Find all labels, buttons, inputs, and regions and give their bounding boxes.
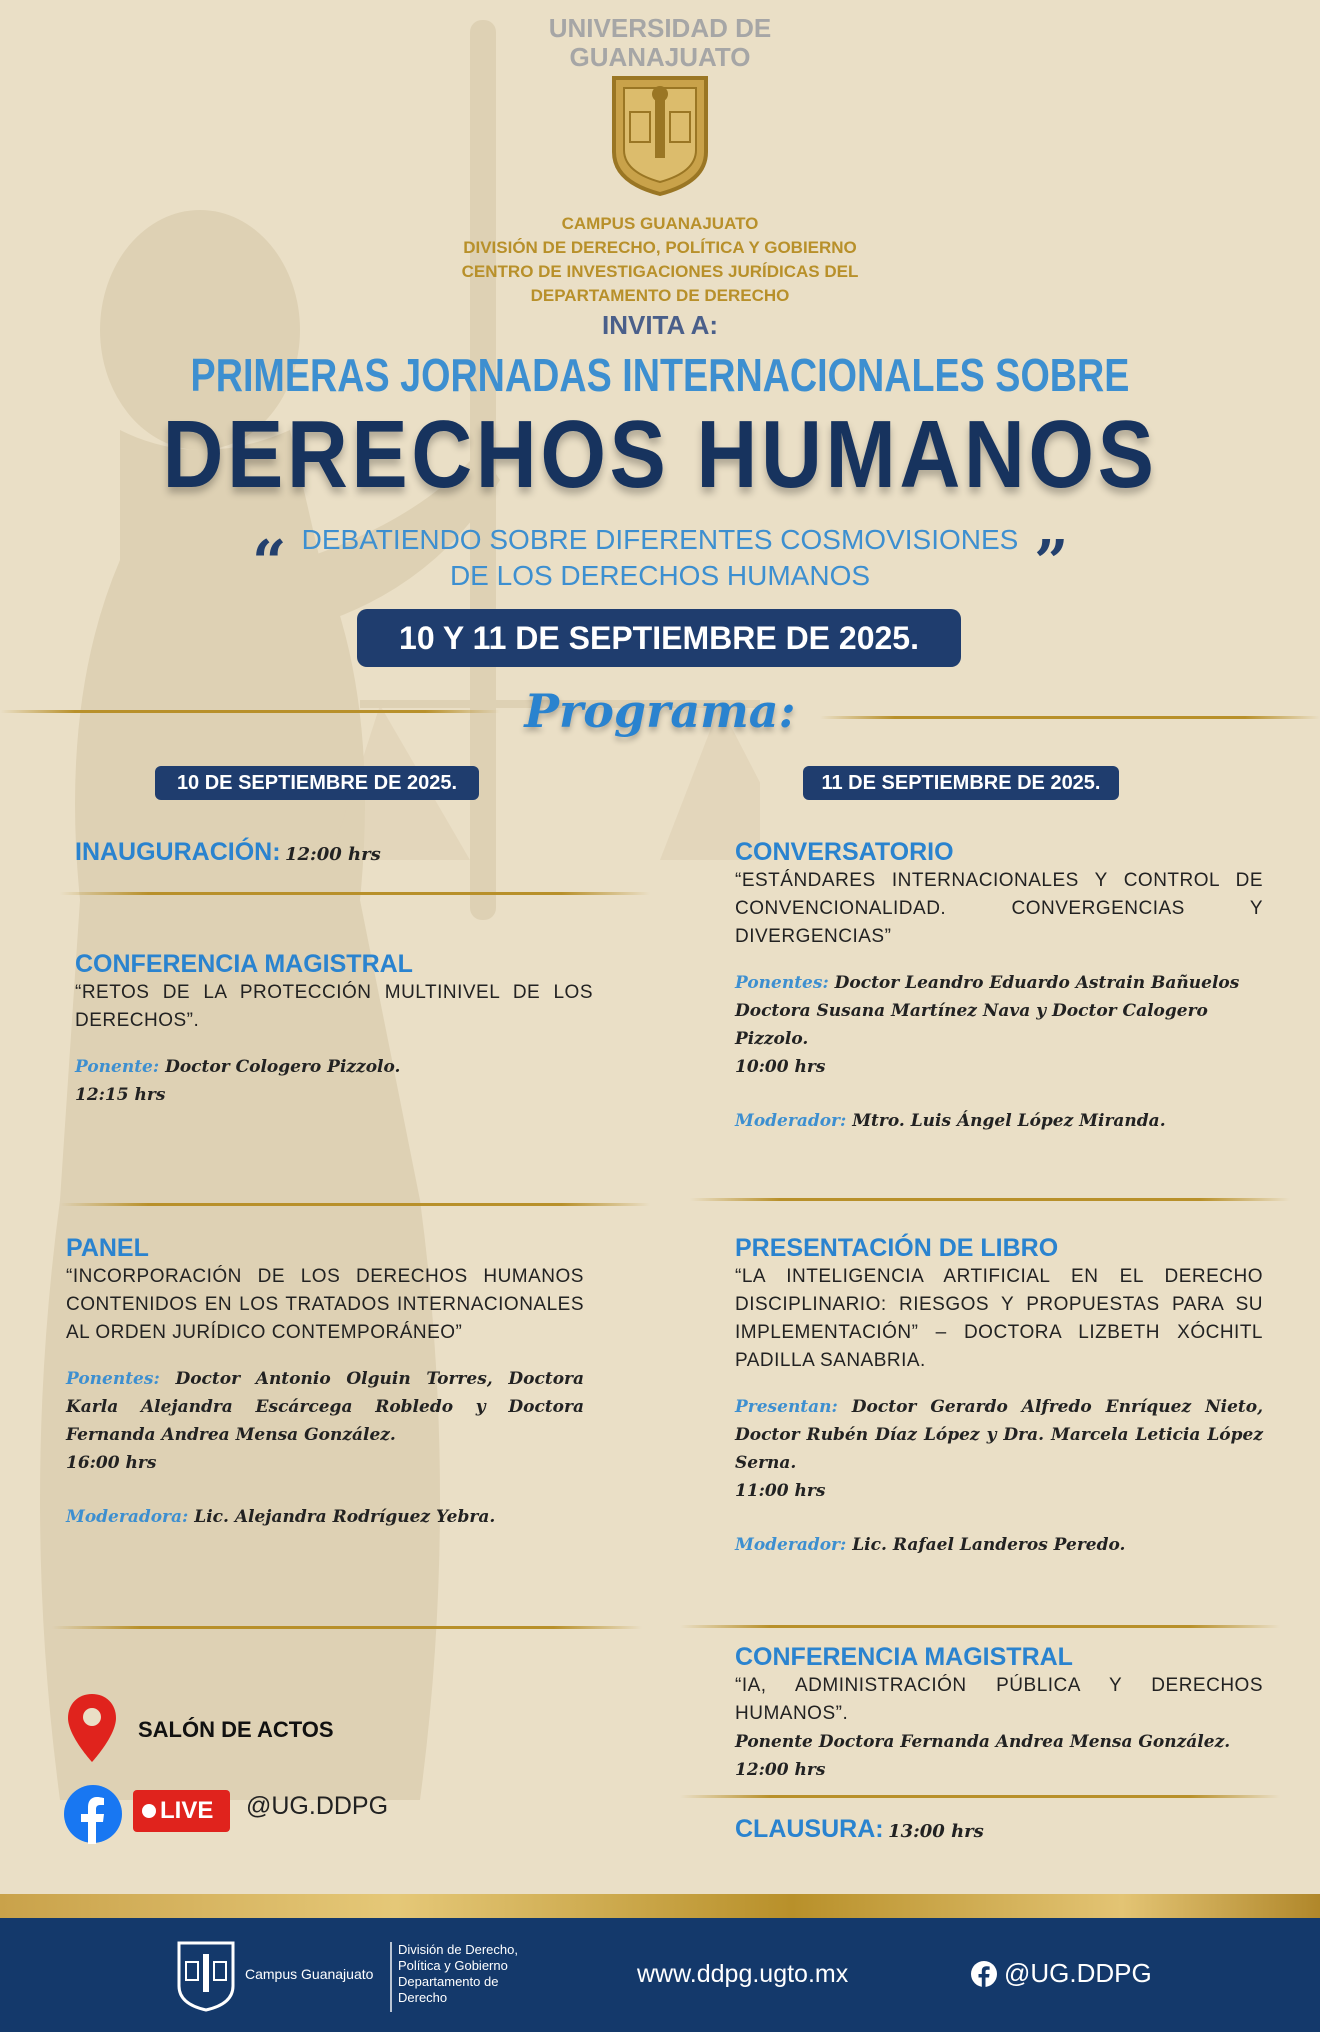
footer-division <box>398 1942 518 2006</box>
inauguracion-item <box>75 838 595 867</box>
panel-time: 16:00 hrs <box>66 1453 157 1473</box>
conferencia2-title: “IA, ADMINISTRACIÓN PÚBLICA Y DERECHOS HUMANOS”. <box>735 1675 1263 1724</box>
ponente-name: Doctor Cologero Pizzolo. <box>165 1057 401 1077</box>
conversatorio-ponentes-line2: Doctora Susana Martínez Nava y Doctor Calogero Pizzolo. <box>735 1001 1208 1049</box>
footer-campus: Campus Guanajuato <box>245 1966 374 1982</box>
moderador-name: Lic. Rafael Landeros Peredo. <box>852 1535 1126 1555</box>
day1-label: 10 DE SEPTIEMBRE DE 2025. <box>155 766 479 800</box>
moderador-label: Moderador: <box>735 1111 847 1131</box>
institution-line: CAMPUS GUANAJUATO <box>561 214 759 233</box>
event-subtitle <box>0 522 1320 594</box>
conversatorio-title: “ESTÁNDARES INTERNACIONALES Y CONTROL DE CONVENCIONALIDAD. CONVERGENCIAS Y DIVERGENCIAS” <box>735 870 1263 947</box>
conversatorio-time: 10:00 hrs <box>735 1057 826 1077</box>
subtitle-line-2: DE LOS DERECHOS HUMANOS <box>449 560 871 591</box>
close-quote-icon: ” <box>1034 528 1069 598</box>
moderador-label: Moderador: <box>735 1535 847 1555</box>
university-seal <box>608 72 712 196</box>
invita-label: INVITA A: <box>601 310 719 340</box>
divider <box>680 1625 1280 1628</box>
ponentes-names: Doctor Antonio Olguin Torres, Doctora Karla Alejandra Escárcega Robledo y Doctora Fernanda Andrea Mensa González. <box>66 1369 585 1445</box>
libro-time: 11:00 hrs <box>735 1481 826 1501</box>
live-label: LIVE <box>160 1797 214 1824</box>
day2-label: 11 DE SEPTIEMBRE DE 2025. <box>803 766 1119 800</box>
divider <box>52 1626 642 1629</box>
inauguracion-time: 12:00 hrs <box>285 844 381 865</box>
conferencia1-item <box>75 950 593 1109</box>
panel-ponentes <box>66 1365 584 1449</box>
event-dates-badge: 10 Y 11 DE SEPTIEMBRE DE 2025. <box>357 609 961 667</box>
institution-line: DIVISIÓN DE DERECHO, POLÍTICA Y GOBIERNO <box>463 238 857 257</box>
footer-seal-icon <box>176 1940 236 2012</box>
conversatorio-heading: CONVERSATORIO <box>735 838 954 866</box>
open-quote-icon: “ <box>252 528 287 598</box>
division-line: División de Derecho, <box>398 1942 518 1957</box>
libro-presentan <box>735 1393 1263 1477</box>
clausura-heading: CLAUSURA: <box>735 1815 884 1843</box>
social-handle[interactable]: @UG.DDPG <box>246 1792 389 1820</box>
panel-item <box>66 1234 584 1531</box>
divider <box>60 892 650 895</box>
footer-handle[interactable]: @UG.DDPG <box>1004 1958 1152 1988</box>
conferencia1-heading: CONFERENCIA MAGISTRAL <box>75 950 413 978</box>
ponentes-label: Ponentes: <box>735 973 829 993</box>
subtitle-line-1: DEBATIENDO SOBRE DIFERENTES COSMOVISIONES <box>301 524 1019 555</box>
live-badge[interactable] <box>133 1790 230 1832</box>
university-line-1: UNIVERSIDAD DE <box>548 13 772 43</box>
conversatorio-item <box>735 838 1263 1135</box>
event-title-line1: PRIMERAS JORNADAS INTERNACIONALES SOBRE <box>190 349 1130 401</box>
footer-facebook-icon[interactable] <box>970 1960 998 1988</box>
ponente-label: Ponente: <box>75 1057 160 1077</box>
institution-line: CENTRO DE INVESTIGACIONES JURÍDICAS DEL <box>461 262 859 281</box>
live-icon <box>142 1804 156 1818</box>
conferencia1-time: 12:15 hrs <box>75 1085 166 1105</box>
institution-block <box>0 212 1320 308</box>
venue-name: SALÓN DE ACTOS <box>138 1717 334 1742</box>
map-pin-icon <box>66 1692 118 1764</box>
university-name <box>0 14 1320 72</box>
facebook-icon[interactable] <box>63 1784 123 1844</box>
clausura-item <box>735 1815 1255 1844</box>
conferencia1-title: “RETOS DE LA PROTECCIÓN MULTINIVEL DE LOS DERECHOS”. <box>75 982 593 1031</box>
programa-heading: Programa: <box>524 684 796 738</box>
conferencia2-item <box>735 1643 1263 1784</box>
moderadora-name: Lic. Alejandra Rodríguez Yebra. <box>194 1507 496 1527</box>
divider <box>680 1795 1280 1798</box>
libro-title: “LA INTELIGENCIA ARTIFICIAL EN EL DERECHO DISCIPLINARIO: RIESGOS Y PROPUESTAS PARA SU IMPLEMENTACIÓN” – DOCTORA LIZBETH XÓCHITL PADILLA SANABRIA. <box>735 1266 1263 1371</box>
institution-line: DEPARTAMENTO DE DERECHO <box>530 286 790 305</box>
presentan-label: Presentan: <box>735 1397 838 1417</box>
panel-moderadora <box>66 1503 584 1531</box>
footer-gold-band <box>0 1894 1320 1918</box>
conversatorio-ponentes <box>735 969 1263 997</box>
footer-divider <box>390 1942 392 2012</box>
inauguracion-heading: INAUGURACIÓN: <box>75 838 281 866</box>
conferencia2-time: 12:00 hrs <box>735 1760 826 1780</box>
university-line-2: GUANAJUATO <box>569 42 751 72</box>
division-line: Derecho <box>398 1990 448 2005</box>
panel-title: “INCORPORACIÓN DE LOS DERECHOS HUMANOS CONTENIDOS EN LOS TRATADOS INTERNACIONALES AL ORDEN JURÍDICO CONTEMPORÁNEO” <box>66 1266 584 1343</box>
conferencia2-heading: CONFERENCIA MAGISTRAL <box>735 1643 1073 1671</box>
divider <box>60 1203 650 1206</box>
event-title-line2: DERECHOS HUMANOS <box>162 401 1158 508</box>
footer-website[interactable]: www.ddpg.ugto.mx <box>637 1960 849 1988</box>
division-line: Departamento de <box>398 1974 499 1989</box>
ponentes-label: Ponentes: <box>66 1369 160 1389</box>
conferencia1-ponente <box>75 1053 593 1081</box>
division-line: Política y Gobierno <box>398 1958 508 1973</box>
conferencia2-ponente: Ponente Doctora Fernanda Andrea Mensa González. <box>735 1732 1231 1752</box>
divider <box>690 1198 1290 1201</box>
footer <box>0 1918 1320 2032</box>
libro-item <box>735 1234 1263 1559</box>
libro-heading: PRESENTACIÓN DE LIBRO <box>735 1234 1059 1262</box>
clausura-time: 13:00 hrs <box>888 1821 984 1842</box>
moderadora-label: Moderadora: <box>66 1507 189 1527</box>
presentan-names: Doctor Gerardo Alfredo Enríquez Nieto, Doctor Rubén Díaz López y Dra. Marcela Leticia López Serna. <box>735 1397 1264 1473</box>
panel-heading: PANEL <box>66 1234 149 1262</box>
libro-moderador <box>735 1531 1263 1559</box>
moderador-name: Mtro. Luis Ángel López Miranda. <box>852 1111 1166 1131</box>
conversatorio-moderador <box>735 1107 1263 1135</box>
ponentes-line-1: Doctor Leandro Eduardo Astrain Bañuelos <box>834 973 1240 993</box>
